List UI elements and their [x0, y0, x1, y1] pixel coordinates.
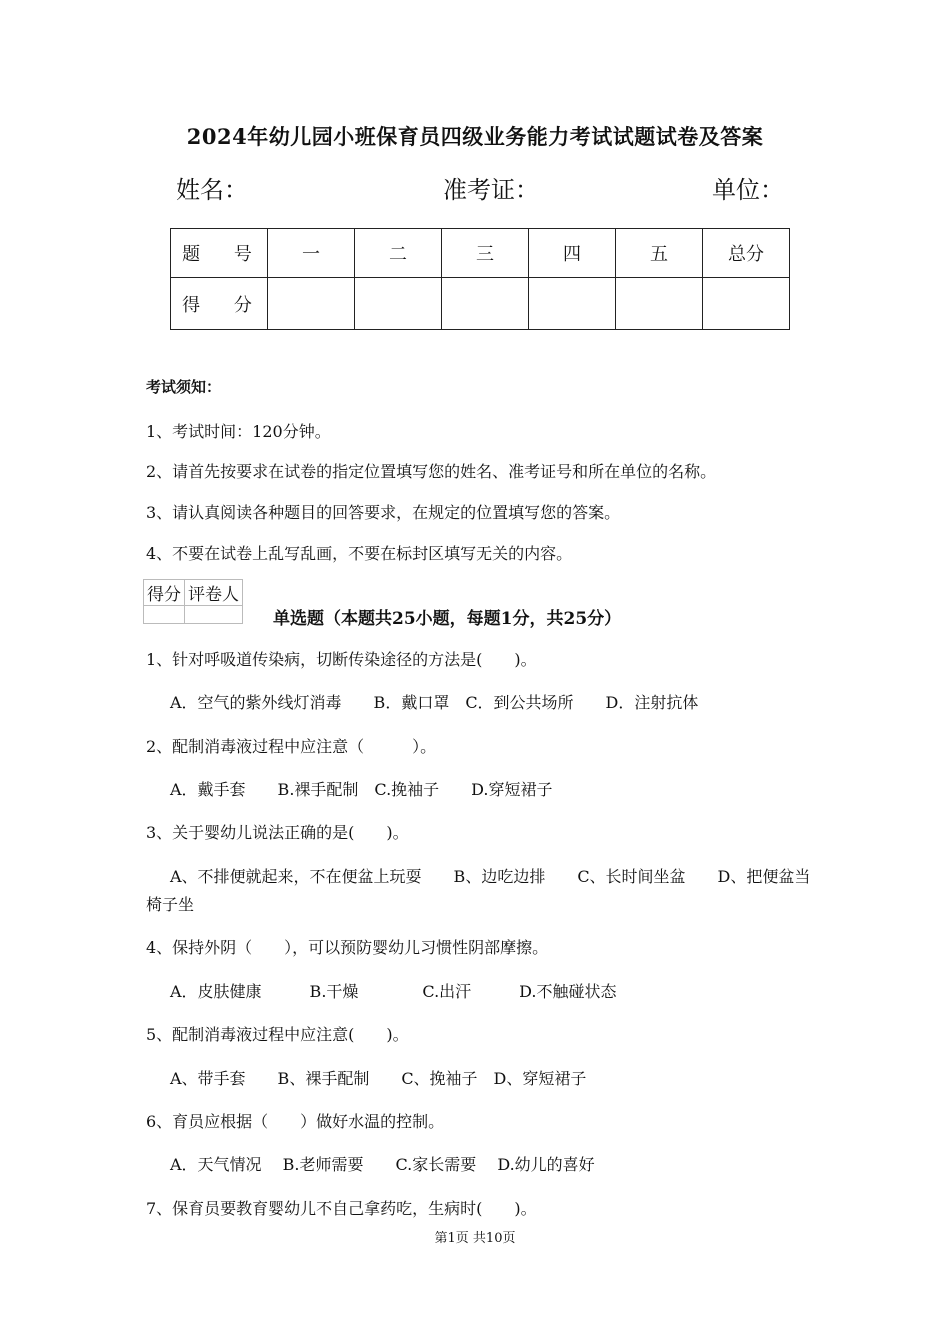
question-text: 7、保育员要教育婴幼儿不自己拿药吃，生病时( )。 — [146, 1199, 537, 1218]
score-table-col-5: 五 — [616, 229, 703, 278]
section-title: 单选题（本题共25小题，每题1分，共25分） — [273, 609, 622, 629]
score-cell[interactable] — [442, 278, 529, 330]
question-text: 3、关于婴幼儿说法正确的是( )。 — [146, 823, 409, 842]
score-table-col-1: 一 — [268, 229, 355, 278]
grader-name-label: 评卷人 — [185, 580, 243, 606]
score-table-col-4: 四 — [529, 229, 616, 278]
score-table-col-total: 总分 — [703, 229, 790, 278]
grader-box — [143, 579, 243, 624]
page-footer: 第1页 共10页 — [434, 1231, 516, 1246]
grader-score-label: 得分 — [144, 580, 185, 606]
question-options-continued: 椅子坐 — [146, 895, 195, 914]
question-options: A．空气的紫外线灯消毒 B．戴口罩 C．到公共场所 D．注射抗体 — [170, 693, 699, 712]
score-table-col-2: 二 — [355, 229, 442, 278]
question-options: A．戴手套 B.裸手配制 C.挽袖子 D.穿短裙子 — [170, 780, 553, 799]
grader-name-cell[interactable] — [185, 606, 243, 624]
score-cell[interactable] — [616, 278, 703, 330]
score-table-score-row — [171, 278, 790, 330]
question-options: A．皮肤健康 B.干燥 C.出汗 D.不触碰状态 — [170, 982, 617, 1001]
question-options: A、不排便就起来，不在便盆上玩耍 B、边吃边排 C、长时间坐盆 D、把便盆当 — [170, 867, 811, 886]
score-table-header-row — [171, 229, 790, 278]
question-options: A．天气情况 B.老师需要 C.家长需要 D.幼儿的喜好 — [170, 1155, 595, 1174]
score-table-header-label: 题 号 — [171, 229, 268, 278]
unit-label: 单位： — [712, 176, 784, 204]
notice-item: 3、请认真阅读各种题目的回答要求，在规定的位置填写您的答案。 — [146, 503, 621, 522]
exam-id-label: 准考证： — [443, 176, 539, 204]
score-table-col-3: 三 — [442, 229, 529, 278]
question-text: 4、保持外阴（ ），可以预防婴幼儿习惯性阴部摩擦。 — [146, 938, 549, 957]
score-table — [170, 228, 790, 330]
score-cell[interactable] — [529, 278, 616, 330]
score-row-label: 得 分 — [171, 278, 268, 330]
score-cell[interactable] — [268, 278, 355, 330]
page-title: 2024年幼儿园小班保育员四级业务能力考试试题试卷及答案 — [186, 124, 764, 149]
score-cell[interactable] — [703, 278, 790, 330]
notice-item: 4、不要在试卷上乱写乱画，不要在标封区填写无关的内容。 — [146, 544, 573, 563]
score-cell[interactable] — [355, 278, 442, 330]
notice-item: 1、考试时间：120分钟。 — [146, 422, 331, 441]
notice-title: 考试须知： — [146, 378, 222, 396]
grader-score-cell[interactable] — [144, 606, 185, 624]
question-text: 1、针对呼吸道传染病，切断传染途径的方法是( )。 — [146, 650, 537, 669]
notice-item: 2、请首先按要求在试卷的指定位置填写您的姓名、准考证号和所在单位的名称。 — [146, 462, 717, 481]
question-text: 6、育员应根据（ ）做好水温的控制。 — [146, 1112, 445, 1131]
question-text: 2、配制消毒液过程中应注意（ ）。 — [146, 737, 437, 756]
question-options: A、带手套 B、裸手配制 C、挽袖子 D、穿短裙子 — [170, 1069, 587, 1088]
name-label: 姓名： — [176, 176, 248, 204]
question-text: 5、配制消毒液过程中应注意( )。 — [146, 1025, 409, 1044]
